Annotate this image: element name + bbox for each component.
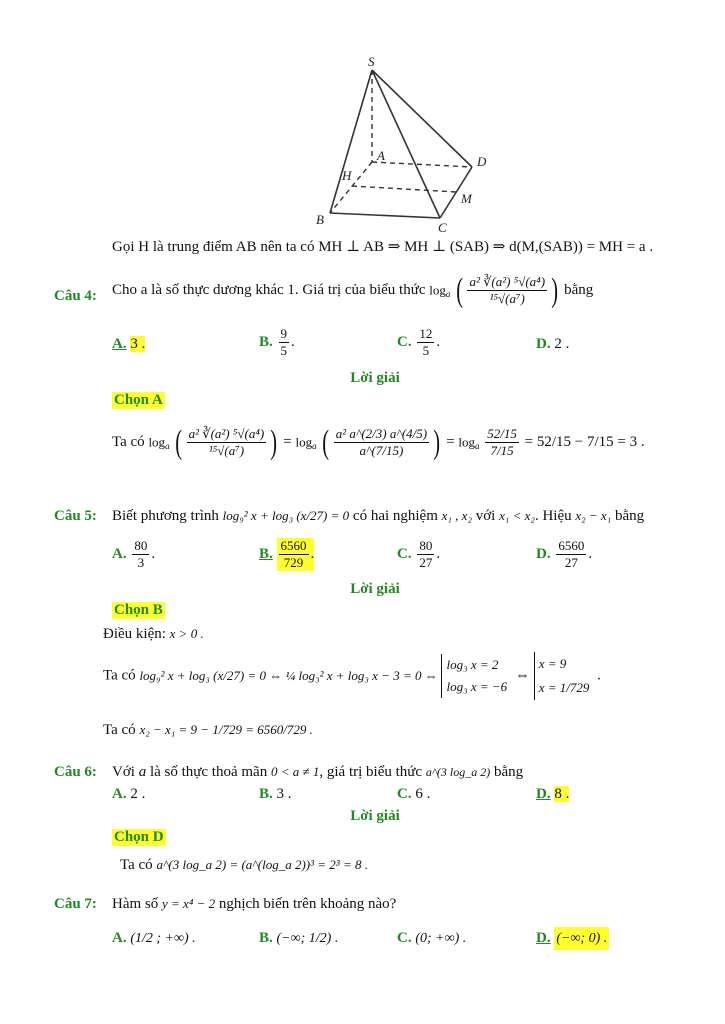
q7-option-c-key: C. — [397, 930, 412, 946]
q6-stem-a: Với — [112, 764, 135, 780]
q4-option-b-tail: . — [291, 334, 295, 350]
q4-option-c-num: 12 — [419, 326, 433, 341]
q4-option-d-text: 2 . — [554, 336, 570, 352]
q4-sol-end: = 52/15 − 7/15 = 3 . — [524, 434, 645, 450]
q7-func: y = x⁴ − 2 — [162, 896, 216, 911]
q6-option-a[interactable] — [112, 786, 145, 803]
q5-option-d[interactable] — [536, 538, 592, 571]
edge-SC — [372, 70, 440, 218]
q5-chosen: Chọn B — [114, 602, 163, 618]
q5-option-d-tail: . — [588, 546, 593, 562]
q5-sol-eq1: log₉² x + log₃ (x/27) = 0 ⇔ ¼ log₃² x + log₃ x − 3 = 0 ⇔ — [139, 668, 438, 683]
q5-option-a[interactable] — [112, 538, 155, 571]
q6-chosen: Chọn D — [114, 829, 164, 845]
q6-stem-b: là số thực thoả mãn — [149, 764, 268, 780]
q5-sol-prefix: Ta có — [103, 667, 136, 684]
q4-solution-title: Lời giải — [350, 370, 400, 386]
vertex-D: D — [477, 154, 487, 169]
q5-option-a-den: 3 — [137, 555, 145, 570]
q7-option-b-text: (−∞; 1/2) . — [276, 931, 339, 946]
previous-solution-line: Gọi H là trung điểm AB nên ta có MH ⊥ AB ⇒ MH ⊥ (SAB) ⇒ d(M,(SAB)) = MH = a . — [112, 239, 654, 255]
edge-SD — [372, 70, 472, 167]
q6-label: Câu 6: — [54, 764, 97, 780]
q5-stem-diff: x₂ − x₁ — [575, 508, 612, 523]
q5-stem-c: với — [475, 508, 496, 524]
q5-sol2: x₂ − x₁ = 9 − 1/729 = 6560/729 . — [139, 722, 313, 737]
q6-option-c[interactable] — [397, 786, 430, 803]
q7-option-b-key: B. — [259, 930, 273, 946]
q5-stem — [112, 508, 644, 525]
segment-HM — [352, 186, 456, 192]
q4-sol-mid-den: a^(7/15) — [359, 443, 404, 458]
q5-sys-1: log₃ x = 2 — [446, 657, 499, 672]
q6-stem-c: , giá trị biểu thức — [319, 764, 423, 780]
q6-option-d-key: D. — [536, 786, 551, 802]
q7-stem-a: Hàm số — [112, 896, 159, 912]
q6-solution — [120, 857, 368, 874]
q4-sol-exp-num: 52/15 — [487, 426, 517, 441]
q6-stem — [112, 764, 523, 781]
q4-expr-den: ¹⁵√(a⁷) — [489, 291, 525, 306]
q7-label: Câu 7: — [54, 896, 97, 912]
q4-option-b[interactable] — [259, 326, 295, 359]
vertex-C: C — [438, 220, 447, 235]
q5-solution-2 — [103, 722, 313, 739]
q5-option-b[interactable] — [259, 538, 314, 571]
q5-option-b-key: B. — [259, 546, 273, 562]
q4-option-b-den: 5 — [280, 343, 288, 358]
q4-option-a-text: 3 . — [130, 336, 146, 352]
q5-stem-roots: x₁ , x₂ — [441, 508, 472, 523]
q5-sol2-prefix: Ta có — [103, 722, 136, 738]
q4-sol-left-num: a² ∛(a²) ⁵√(a⁴) — [188, 426, 265, 441]
vertex-M: M — [461, 191, 472, 206]
q7-stem-b: nghịch biến trên khoảng nào? — [218, 896, 397, 912]
q7-stem — [112, 896, 396, 913]
q4-stem-post: bằng — [564, 282, 594, 298]
q7-option-d-text: (−∞; 0) . — [554, 927, 609, 950]
q7-option-a-key: A. — [112, 930, 127, 946]
q5-cond-text: Điều kiện: — [103, 626, 166, 642]
q5-solution-title: Lời giải — [350, 581, 400, 597]
q4-expr-num: a² ∛(a²) ⁵√(a⁴) — [469, 274, 546, 289]
q6-option-b[interactable] — [259, 786, 292, 803]
q5-res-1: x = 9 — [538, 656, 567, 671]
q6-solution-title: Lời giải — [350, 808, 400, 824]
q5-option-d-key: D. — [536, 546, 551, 562]
q4-log-base: a — [445, 288, 451, 299]
q4-sol-prefix: Ta có — [112, 434, 145, 450]
q4-sol-left-den: ¹⁵√(a⁷) — [208, 443, 245, 458]
q5-cond-math: x > 0 . — [169, 626, 204, 641]
q4-expression — [467, 274, 547, 307]
q5-option-a-tail: . — [151, 546, 156, 562]
q5-stem-b: có hai nghiệm — [352, 508, 438, 524]
q5-option-b-den: 729 — [283, 555, 304, 570]
q4-option-d-key: D. — [536, 336, 551, 352]
q7-option-a[interactable] — [112, 930, 196, 947]
q5-option-c-den: 27 — [419, 555, 433, 570]
q4-sol-exp-den: 7/15 — [490, 443, 514, 458]
q4-label: Câu 4: — [54, 288, 97, 304]
q6-sol-prefix: Ta có — [120, 857, 153, 873]
q7-option-c-text: (0; +∞) . — [415, 931, 467, 946]
edge-AD — [372, 162, 472, 167]
q6-cond: 0 < a ≠ 1 — [270, 764, 320, 779]
q6-stem-d: bằng — [493, 764, 524, 780]
q6-sol: a^(3 log_a 2) = (a^(log_a 2))³ = 2³ = 8 . — [156, 857, 368, 872]
q4-option-d[interactable] — [536, 336, 569, 353]
q6-option-d-text: 8 . — [554, 786, 570, 802]
vertex-B: B — [316, 212, 324, 227]
q5-option-a-key: A. — [112, 546, 127, 562]
q6-var: a — [138, 764, 147, 780]
q7-option-c[interactable] — [397, 930, 466, 947]
q5-option-b-num: 6560 — [280, 538, 307, 553]
q5-condition — [103, 626, 204, 643]
q4-option-a[interactable] — [112, 336, 145, 353]
q4-solution: Ta có $\log_a$ ( $\frac{\text{a² ∛(a²) ⁵√(a⁴)}}{\text{¹⁵√(a⁷)}}$ ) = $\log_a$ ( $\frac{\text{a² a\textasciicircum{}(2/3) a\textasciicircum{}(4/5)}}{a\^{}(7/15)}$ ) = $\log_a$ $\frac{52/15}{7/15}$ = 52/15 − 7/15 = 3 . — [112, 423, 645, 461]
q5-stem-cond: x₁ < x₂ — [499, 508, 535, 523]
q5-stem-a: Biết phương trình — [112, 508, 219, 524]
q4-option-c[interactable] — [397, 326, 440, 359]
q6-option-c-text: 6 . — [415, 786, 431, 802]
q4-sol-mid-num: a² a^(2/3) a^(4/5) — [335, 426, 428, 441]
q7-option-a-text: (1/2 ; +∞) . — [130, 931, 196, 946]
pyramid-figure — [300, 50, 500, 235]
q5-option-c-tail: . — [436, 546, 441, 562]
q4-option-a-key: A. — [112, 336, 127, 352]
edge-BC — [330, 213, 440, 218]
q7-option-d[interactable] — [536, 930, 609, 947]
q4-option-b-num: 9 — [280, 326, 288, 341]
q5-option-c[interactable] — [397, 538, 440, 571]
vertex-H: H — [342, 168, 352, 183]
q6-option-c-key: C. — [397, 786, 412, 802]
q4-log: log — [429, 282, 446, 298]
q5-solution-1 — [103, 652, 601, 700]
q4-stem: Cho a là số thực dương khác 1. Giá trị của biểu thức $\log_a$ ( $\frac{\text{a² ∛(a²) ⁵√(a⁴)}}{\text{¹⁵√(a⁷)}}$ ) bằng — [112, 271, 594, 309]
q4-option-c-den: 5 — [422, 343, 430, 358]
q7-option-b[interactable] — [259, 930, 338, 947]
q6-option-b-text: 3 . — [276, 786, 292, 802]
q5-label: Câu 5: — [54, 508, 97, 524]
vertex-S: S — [368, 54, 375, 69]
q6-expr: a^(3 log_a 2) — [425, 765, 491, 779]
q6-option-a-text: 2 . — [130, 786, 146, 802]
q4-option-c-key: C. — [397, 334, 412, 350]
q6-option-a-key: A. — [112, 786, 127, 802]
q6-option-d[interactable] — [536, 786, 569, 803]
q5-stem-d: . Hiệu — [534, 508, 572, 524]
q5-iff: ⇔ — [514, 667, 530, 684]
q4-stem-pre: Cho a là số thực dương khác 1. Giá trị của biểu thức — [112, 282, 426, 298]
q6-option-b-key: B. — [259, 786, 273, 802]
q5-option-c-key: C. — [397, 546, 412, 562]
q5-option-d-num: 6560 — [558, 538, 585, 553]
vertex-A: A — [377, 148, 385, 163]
q5-option-c-num: 80 — [419, 538, 433, 553]
q4-option-c-tail: . — [436, 334, 441, 350]
q5-stem-eq: log₉² x + log₃ (x/27) = 0 — [222, 508, 350, 523]
q5-option-a-num: 80 — [134, 538, 148, 553]
q4-chosen: Chọn A — [114, 392, 163, 408]
edge-SB — [330, 70, 372, 213]
q5-sys-2: log₃ x = −6 — [446, 679, 508, 694]
q5-option-d-den: 27 — [564, 555, 578, 570]
q5-res-2: x = 1/729 — [538, 680, 590, 695]
q5-option-b-tail: . — [310, 545, 315, 562]
q7-option-d-key: D. — [536, 930, 551, 946]
q5-dot: . — [597, 667, 601, 684]
q4-option-b-key: B. — [259, 334, 273, 350]
q5-stem-e: bằng — [614, 508, 645, 524]
